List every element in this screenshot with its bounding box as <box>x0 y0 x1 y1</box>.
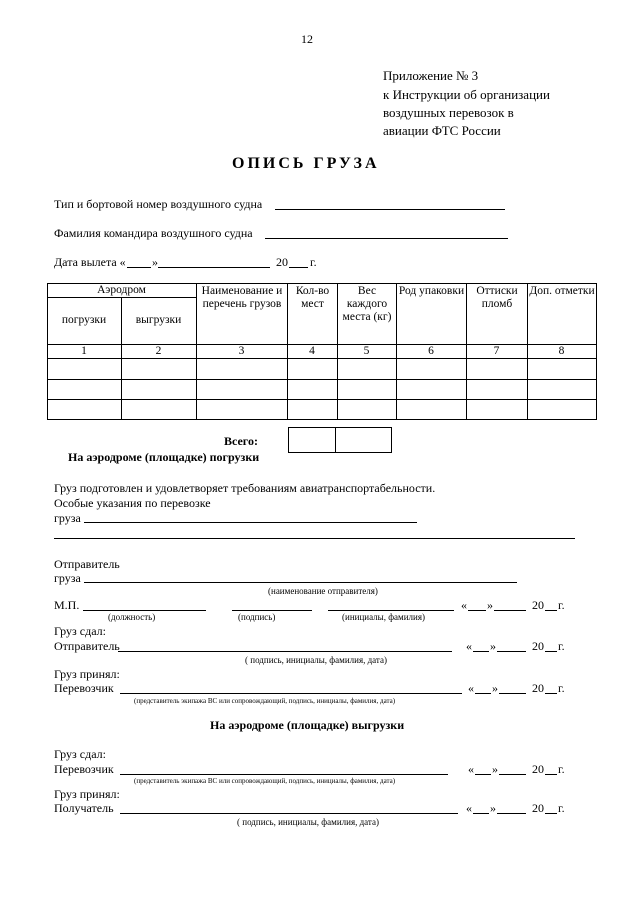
year-prefix: 20 <box>532 598 544 612</box>
year-field[interactable] <box>545 651 557 652</box>
table-row[interactable] <box>48 400 596 419</box>
date-open: « <box>466 801 472 815</box>
sender-signature-field[interactable] <box>118 651 452 652</box>
date-day-field[interactable] <box>468 610 486 611</box>
table-line <box>596 283 597 420</box>
receiver-signature-field[interactable] <box>120 813 458 814</box>
column-number: 1 <box>81 345 87 357</box>
header-weight: Вес каждого места (кг) <box>342 285 392 323</box>
aircraft-label: Тип и бортовой номер воздушного судна <box>54 197 263 211</box>
table-line <box>47 419 597 420</box>
date-open: « <box>468 681 474 695</box>
carrier-signature-caption: (представитель экипажа ВС или сопровождающий, подпись, инициалы, фамилия, дата) <box>134 697 396 705</box>
header-unloading: выгрузки <box>135 314 182 326</box>
mp-label: М.П. <box>54 598 80 612</box>
column-number: 8 <box>558 345 565 357</box>
year-field[interactable] <box>545 774 557 775</box>
year-prefix: 20 <box>532 762 544 776</box>
header-pack: Род упаковки <box>398 285 465 297</box>
position-field[interactable] <box>83 610 206 611</box>
date-day-field[interactable] <box>473 651 489 652</box>
table-row[interactable] <box>48 359 596 379</box>
year-suffix: г. <box>558 681 565 695</box>
year-field[interactable] <box>545 610 557 611</box>
date-year: 20 <box>276 255 288 269</box>
date-close: » <box>490 801 496 815</box>
year-prefix: 20 <box>532 639 544 653</box>
initials-field[interactable] <box>328 610 454 611</box>
column-number: 7 <box>493 345 500 357</box>
date-label: Дата вылета « <box>54 255 126 269</box>
cargo-received-label: Груз принял: <box>54 787 120 801</box>
date-year-field[interactable] <box>289 267 308 268</box>
section-unloading-title: На аэродроме (площадке) выгрузки <box>210 718 405 732</box>
year-prefix: 20 <box>532 801 544 815</box>
date-open: « <box>468 762 474 776</box>
receiver-role: Получатель <box>54 801 114 815</box>
date-open: « <box>466 639 472 653</box>
commander-field[interactable] <box>265 238 508 239</box>
year-suffix: г. <box>558 639 565 653</box>
cargo-word: груза <box>54 511 81 525</box>
sender-signature-caption: ( подпись, инициалы, фамилия, дата) <box>245 655 387 665</box>
divider <box>54 538 575 539</box>
header-aerodrome: Аэродром <box>97 284 146 296</box>
carrier-role: Перевозчик <box>54 681 114 695</box>
signature-caption: (подпись) <box>238 612 276 622</box>
position-caption: (должность) <box>108 612 156 622</box>
date-close: » <box>492 762 498 776</box>
carrier-unload-caption: (представитель экипажа ВС или сопровождающий, подпись, инициалы, фамилия, дата) <box>134 777 396 785</box>
total-qty-box[interactable] <box>288 427 336 453</box>
date-day-field[interactable] <box>473 813 489 814</box>
header-seals: Оттиски пломб <box>476 285 518 310</box>
header-qty: Кол-во мест <box>295 285 330 310</box>
date-day-field[interactable] <box>127 267 151 268</box>
date-month-field[interactable] <box>499 774 526 775</box>
receiver-signature-caption: ( подпись, инициалы, фамилия, дата) <box>237 817 379 827</box>
date-close: » <box>492 681 498 695</box>
cargo-ready-text: Груз подготовлен и удовлетворяет требованиям авиатранспортабельности. <box>54 481 436 495</box>
section-loading-title: На аэродроме (площадке) погрузки <box>68 450 260 464</box>
sender-label: Отправитель <box>54 557 120 571</box>
total-weight-box[interactable] <box>334 427 392 453</box>
carrier-signature-field[interactable] <box>120 693 462 694</box>
date-month-field[interactable] <box>494 610 526 611</box>
date-month-field[interactable] <box>158 267 270 268</box>
date-day-field[interactable] <box>475 774 491 775</box>
date-close: » <box>487 598 493 612</box>
date-suffix: г. <box>310 255 317 269</box>
sender-name-caption: (наименование отправителя) <box>268 586 378 596</box>
year-suffix: г. <box>558 598 565 612</box>
header-name: Наименование и перечень грузов <box>201 285 283 310</box>
appendix-line-3: воздушных перевозок в <box>383 105 514 120</box>
table-row[interactable] <box>48 380 596 399</box>
date-mid: » <box>152 255 158 269</box>
initials-caption: (инициалы, фамилия) <box>342 612 425 622</box>
column-number: 6 <box>428 345 434 357</box>
signature-field[interactable] <box>232 610 312 611</box>
aircraft-field[interactable] <box>275 209 505 210</box>
date-month-field[interactable] <box>497 813 526 814</box>
appendix-line-4: авиации ФТС России <box>383 123 501 138</box>
header-notes: Доп. отметки <box>529 285 595 297</box>
commander-label: Фамилия командира воздушного судна <box>54 226 253 240</box>
page-number: 12 <box>301 32 313 46</box>
total-label: Всего: <box>224 434 258 448</box>
year-suffix: г. <box>558 762 565 776</box>
date-month-field[interactable] <box>499 693 526 694</box>
date-day-field[interactable] <box>475 693 491 694</box>
sender-role: Отправитель <box>54 639 120 653</box>
cargo-handed-label: Груз сдал: <box>54 747 106 761</box>
carrier-unload-signature-field[interactable] <box>120 774 448 775</box>
date-open: « <box>461 598 467 612</box>
appendix-line-2: к Инструкции об организации <box>383 87 550 102</box>
special-instructions-field[interactable] <box>84 522 417 523</box>
document-title: ОПИСЬ ГРУЗА <box>232 155 380 172</box>
cargo-received-label: Груз принял: <box>54 667 120 681</box>
date-close: » <box>490 639 496 653</box>
column-number: 3 <box>238 345 245 357</box>
sender-cargo-word: груза <box>54 571 81 585</box>
date-month-field[interactable] <box>497 651 526 652</box>
carrier-role: Перевозчик <box>54 762 114 776</box>
column-number: 2 <box>155 345 162 357</box>
year-field[interactable] <box>545 813 557 814</box>
appendix-line-1: Приложение № 3 <box>383 68 479 83</box>
column-number: 5 <box>363 345 370 357</box>
year-suffix: г. <box>558 801 565 815</box>
column-number: 4 <box>309 345 315 357</box>
header-loading: погрузки <box>61 314 107 326</box>
year-prefix: 20 <box>532 681 544 695</box>
special-instructions-label: Особые указания по перевозке <box>54 496 211 510</box>
sender-name-field[interactable] <box>84 582 517 583</box>
year-field[interactable] <box>545 693 557 694</box>
cargo-handed-label: Груз сдал: <box>54 624 106 638</box>
